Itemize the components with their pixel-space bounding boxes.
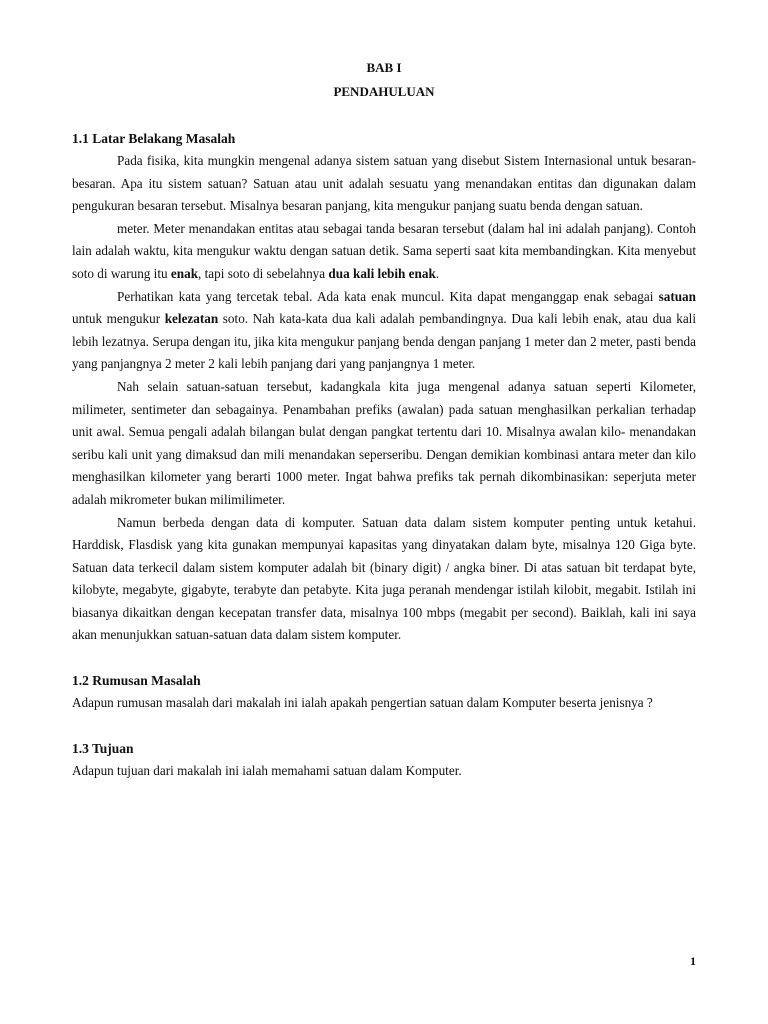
section-heading-tujuan: 1.3 Tujuan (72, 740, 134, 756)
paragraph-text: Perhatikan kata yang tercetak tebal. Ada kata enak muncul. Kita dapat menganggap enak sebagai (117, 288, 659, 304)
document-page (72, 56, 696, 782)
chapter-label: BAB I (366, 60, 402, 75)
paragraph-text: . (435, 265, 440, 281)
paragraph: Adapun tujuan dari makalah ini ialah memahami satuan dalam Komputer. (72, 762, 462, 778)
paragraph (72, 218, 696, 286)
bold-term-kelezatan: kelezatan (164, 311, 219, 327)
paragraph-text: soto. Nah kata-kata dua kali adalah pembandingnya. Dua kali lebih enak, atau dua kali lebih lezatnya. Serupa dengan itu, jika kita mengukur panjang benda dengan panjang 1 meter dan 2 meter, pasti benda yang panjangnya 2 meter 2 kali lebih panjang dari yang panjangnya 1 meter. (72, 311, 696, 372)
paragraph: Namun berbeda dengan data di komputer. Satuan data dalam sistem komputer penting untuk ketahui. Harddisk, Flasdisk yang kita gunakan mempunyai kapasitas yang dinyatakan dalam byte, misalnya 120 Giga byte. Satuan data terkecil dalam sistem komputer adalah bit (binary digit) / angka biner. Di atas satuan bit terdapat byte, kilobyte, megabyte, gigabyte, terabyte dan petabyte. Kita juga peranah mendengar istilah kilobit, megabit. Istilah ini biasanya dikaitkan dengan kecepatan transfer data, misalnya 100 mbps (megabit per second). Baiklah, kali ini saya akan menunjukkan satuan-satuan data dalam sistem komputer. (72, 514, 696, 643)
chapter-title: PENDAHULUAN (333, 84, 435, 99)
bold-term-enak: enak (170, 265, 199, 281)
bold-term-satuan: satuan (658, 288, 696, 304)
page-number: 1 (690, 954, 696, 968)
paragraph: Pada fisika, kita mungkin mengenal adanya sistem satuan yang disebut Sistem Internasional untuk besaran-besaran. Apa itu sistem satuan? Satuan atau unit adalah sesuatu yang menandakan entitas dan digunakan dalam pengukuran besaran tersebut. Misalnya besaran panjang, kita mengukur panjang suatu benda dengan satuan. (72, 153, 696, 214)
paragraph (72, 286, 696, 376)
paragraph-text: untuk mengukur (72, 311, 165, 327)
paragraph-text: meter. Meter menandakan entitas atau sebagai tanda besaran tersebut (dalam hal ini adalah panjang). Contoh lain adalah waktu, kita mengukur waktu dengan satuan detik. Sama seperti saat kita membandingkan. Kita menyebut soto di warung itu (72, 220, 696, 281)
section-heading-latar-belakang: 1.1 Latar Belakang Masalah (72, 131, 236, 146)
section-heading-rumusan-masalah: 1.2 Rumusan Masalah (72, 673, 201, 689)
paragraph-text: , tapi soto di sebelahnya (198, 265, 329, 281)
bold-term-dua-kali-lebih-enak: dua kali lebih enak (328, 265, 436, 281)
paragraph: Nah selain satuan-satuan tersebut, kadangkala kita juga mengenal adanya satuan seperti Kilometer, milimeter, sentimeter dan sebagainya. Penambahan prefiks (awalan) pada satuan menghasilkan perkalian terhadap unit awal. Semua pengali adalah bilangan bulat dengan pangkat tertentu dari 10. Misalnya awalan kilo- menandakan seribu kali unit yang dimaksud dan mili menandakan seperseribu. Dengan demikian kombinasi antara meter dan kilo menghasilkan kilometer yang berarti 1000 meter. Ingat bahwa prefiks tak pernah dikombinasikan: seperjuta meter adalah mikrometer bukan milimilimeter. (72, 378, 696, 507)
paragraph: Adapun rumusan masalah dari makalah ini ialah apakah pengertian satuan dalam Komputer beserta jenisnya ? (72, 695, 653, 711)
